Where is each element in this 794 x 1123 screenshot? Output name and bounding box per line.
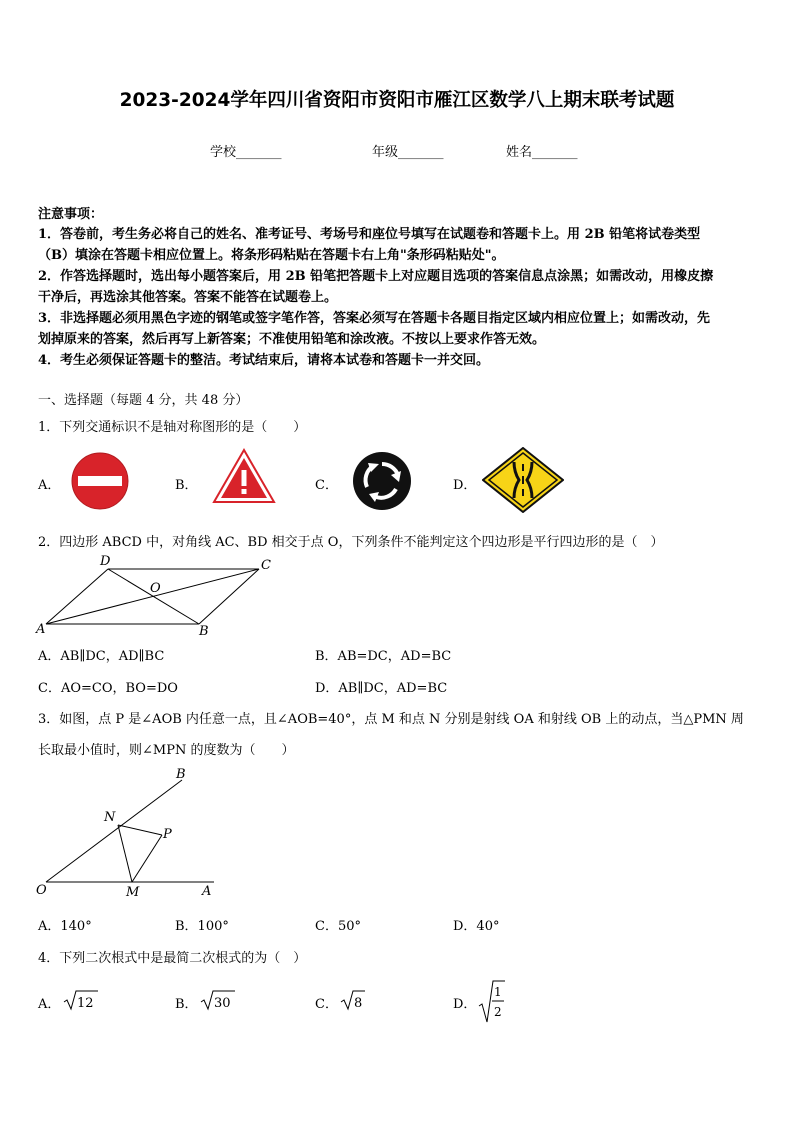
no-entry-sign-icon	[70, 452, 130, 510]
q4-option-a-label: A．	[38, 997, 61, 1012]
q4-radicand-c: 8	[354, 996, 363, 1011]
q3-segment-pm	[132, 835, 162, 882]
q3-label-o: O	[36, 883, 47, 898]
name-field: 姓名_______	[506, 145, 578, 160]
q2-diagonal-ac	[46, 569, 259, 624]
note-line: 划掉原来的答案，然后再写上新答案；不准使用铅笔和涂改液。不按以上要求作答无效。	[38, 332, 546, 347]
q3-segment-nm	[118, 825, 132, 882]
q4-option-c-radical	[340, 988, 366, 1012]
school-field: 学校_______	[210, 145, 282, 160]
q2-option-c: C．AO=CO，BO=DO	[38, 681, 178, 696]
q3-label-n: N	[104, 810, 116, 825]
q2-label-c: C	[261, 558, 271, 573]
section-heading: 一、选择题（每题 4 分，共 48 分）	[38, 393, 249, 408]
note-line: 4．考生必须保证答题卡的整洁。考试结束后，请将本试卷和答题卡一并交回。	[38, 353, 490, 368]
q4-stem: 4．下列二次根式中是最简二次根式的为（ ）	[38, 951, 307, 966]
q4-radicand-a: 12	[77, 996, 94, 1011]
q4-fraction-denominator: 2	[494, 1005, 502, 1019]
q4-radicand-b: 30	[214, 996, 231, 1011]
q2-label-o: O	[150, 581, 161, 596]
q4-fraction-numerator: 1	[494, 985, 502, 999]
q4-option-c-label: C．	[315, 997, 338, 1012]
q3-label-b: B	[176, 767, 186, 782]
q3-option-c: C．50°	[315, 919, 361, 934]
q3-stem-line1: 3．如图，点 P 是∠AOB 内任意一点，且∠AOB=40°，点 M 和点 N 分别是射线 OA 和射线 OB 上的动点，当△PMN 周	[38, 712, 744, 727]
q3-option-b: B．100°	[175, 919, 229, 934]
q3-ray-ob	[46, 780, 182, 882]
note-line: 2．作答选择题时，选出每小题答案后，用 2B 铅笔把答题卡上对应题目选项的答案信息点涂黑；如需改动，用橡皮擦	[38, 269, 714, 284]
narrow-road-sign-icon	[482, 447, 564, 513]
q4-option-b-radical	[200, 988, 236, 1012]
q2-option-b: B．AB=DC，AD=BC	[315, 649, 452, 664]
q2-option-a: A．AB∥DC，AD∥BC	[38, 649, 165, 664]
q3-label-m: M	[126, 885, 140, 900]
q2-label-d: D	[100, 554, 111, 569]
q1-option-a-label: A．	[38, 478, 61, 493]
q1-option-d-label: D．	[453, 478, 477, 493]
q1-stem: 1．下列交通标识不是轴对称图形的是（ ）	[38, 420, 307, 435]
q3-label-p: P	[163, 827, 172, 842]
q2-label-b: B	[199, 624, 209, 639]
grade-field: 年级_______	[372, 145, 444, 160]
note-line: 干净后，再选涂其他答案。答案不能答在试题卷上。	[38, 290, 338, 305]
q2-stem: 2．四边形 ABCD 中，对角线 AC、BD 相交于点 O，下列条件不能判定这个四边形是平行四边形的是（ ）	[38, 535, 664, 550]
q4-option-d-radical	[478, 978, 506, 1024]
q4-option-b-label: B．	[175, 997, 198, 1012]
q2-parallelogram-figure	[34, 552, 284, 642]
q3-option-d: D．40°	[453, 919, 500, 934]
notes-heading: 注意事项：	[38, 207, 104, 222]
q1-option-b-label: B．	[175, 478, 198, 493]
page-title: 2023-2024学年四川省资阳市资阳市雁江区数学八上期末联考试题	[119, 90, 675, 111]
q3-label-a: A	[202, 884, 212, 899]
q4-option-a-radical	[63, 988, 99, 1012]
q2-option-d: D．AB∥DC，AD=BC	[315, 681, 448, 696]
q2-label-a: A	[36, 622, 46, 637]
q2-diagonal-bd	[108, 569, 199, 624]
note-line: （B）填涂在答题卡相应位置上。将条形码粘贴在答题卡右上角"条形码粘贴处"。	[38, 248, 505, 263]
roundabout-sign-icon	[351, 451, 413, 511]
q1-option-c-label: C．	[315, 478, 338, 493]
q3-segment-np	[118, 825, 162, 835]
q4-option-d-label: D．	[453, 997, 477, 1012]
warning-triangle-sign-icon	[212, 448, 276, 504]
q3-stem-line2: 长取最小值时，则∠MPN 的度数为（ ）	[38, 743, 295, 758]
note-line: 3．非选择题必须用黑色字迹的钢笔或签字笔作答，答案必须写在答题卡各题目指定区域内相应位置上；如需改动，先	[38, 311, 711, 326]
q3-option-a: A．140°	[38, 919, 92, 934]
q3-angle-figure	[34, 764, 234, 904]
note-line: 1．答卷前，考生务必将自己的姓名、准考证号、考场号和座位号填写在试题卷和答题卡上。用 2B 铅笔将试卷类型	[38, 227, 701, 242]
